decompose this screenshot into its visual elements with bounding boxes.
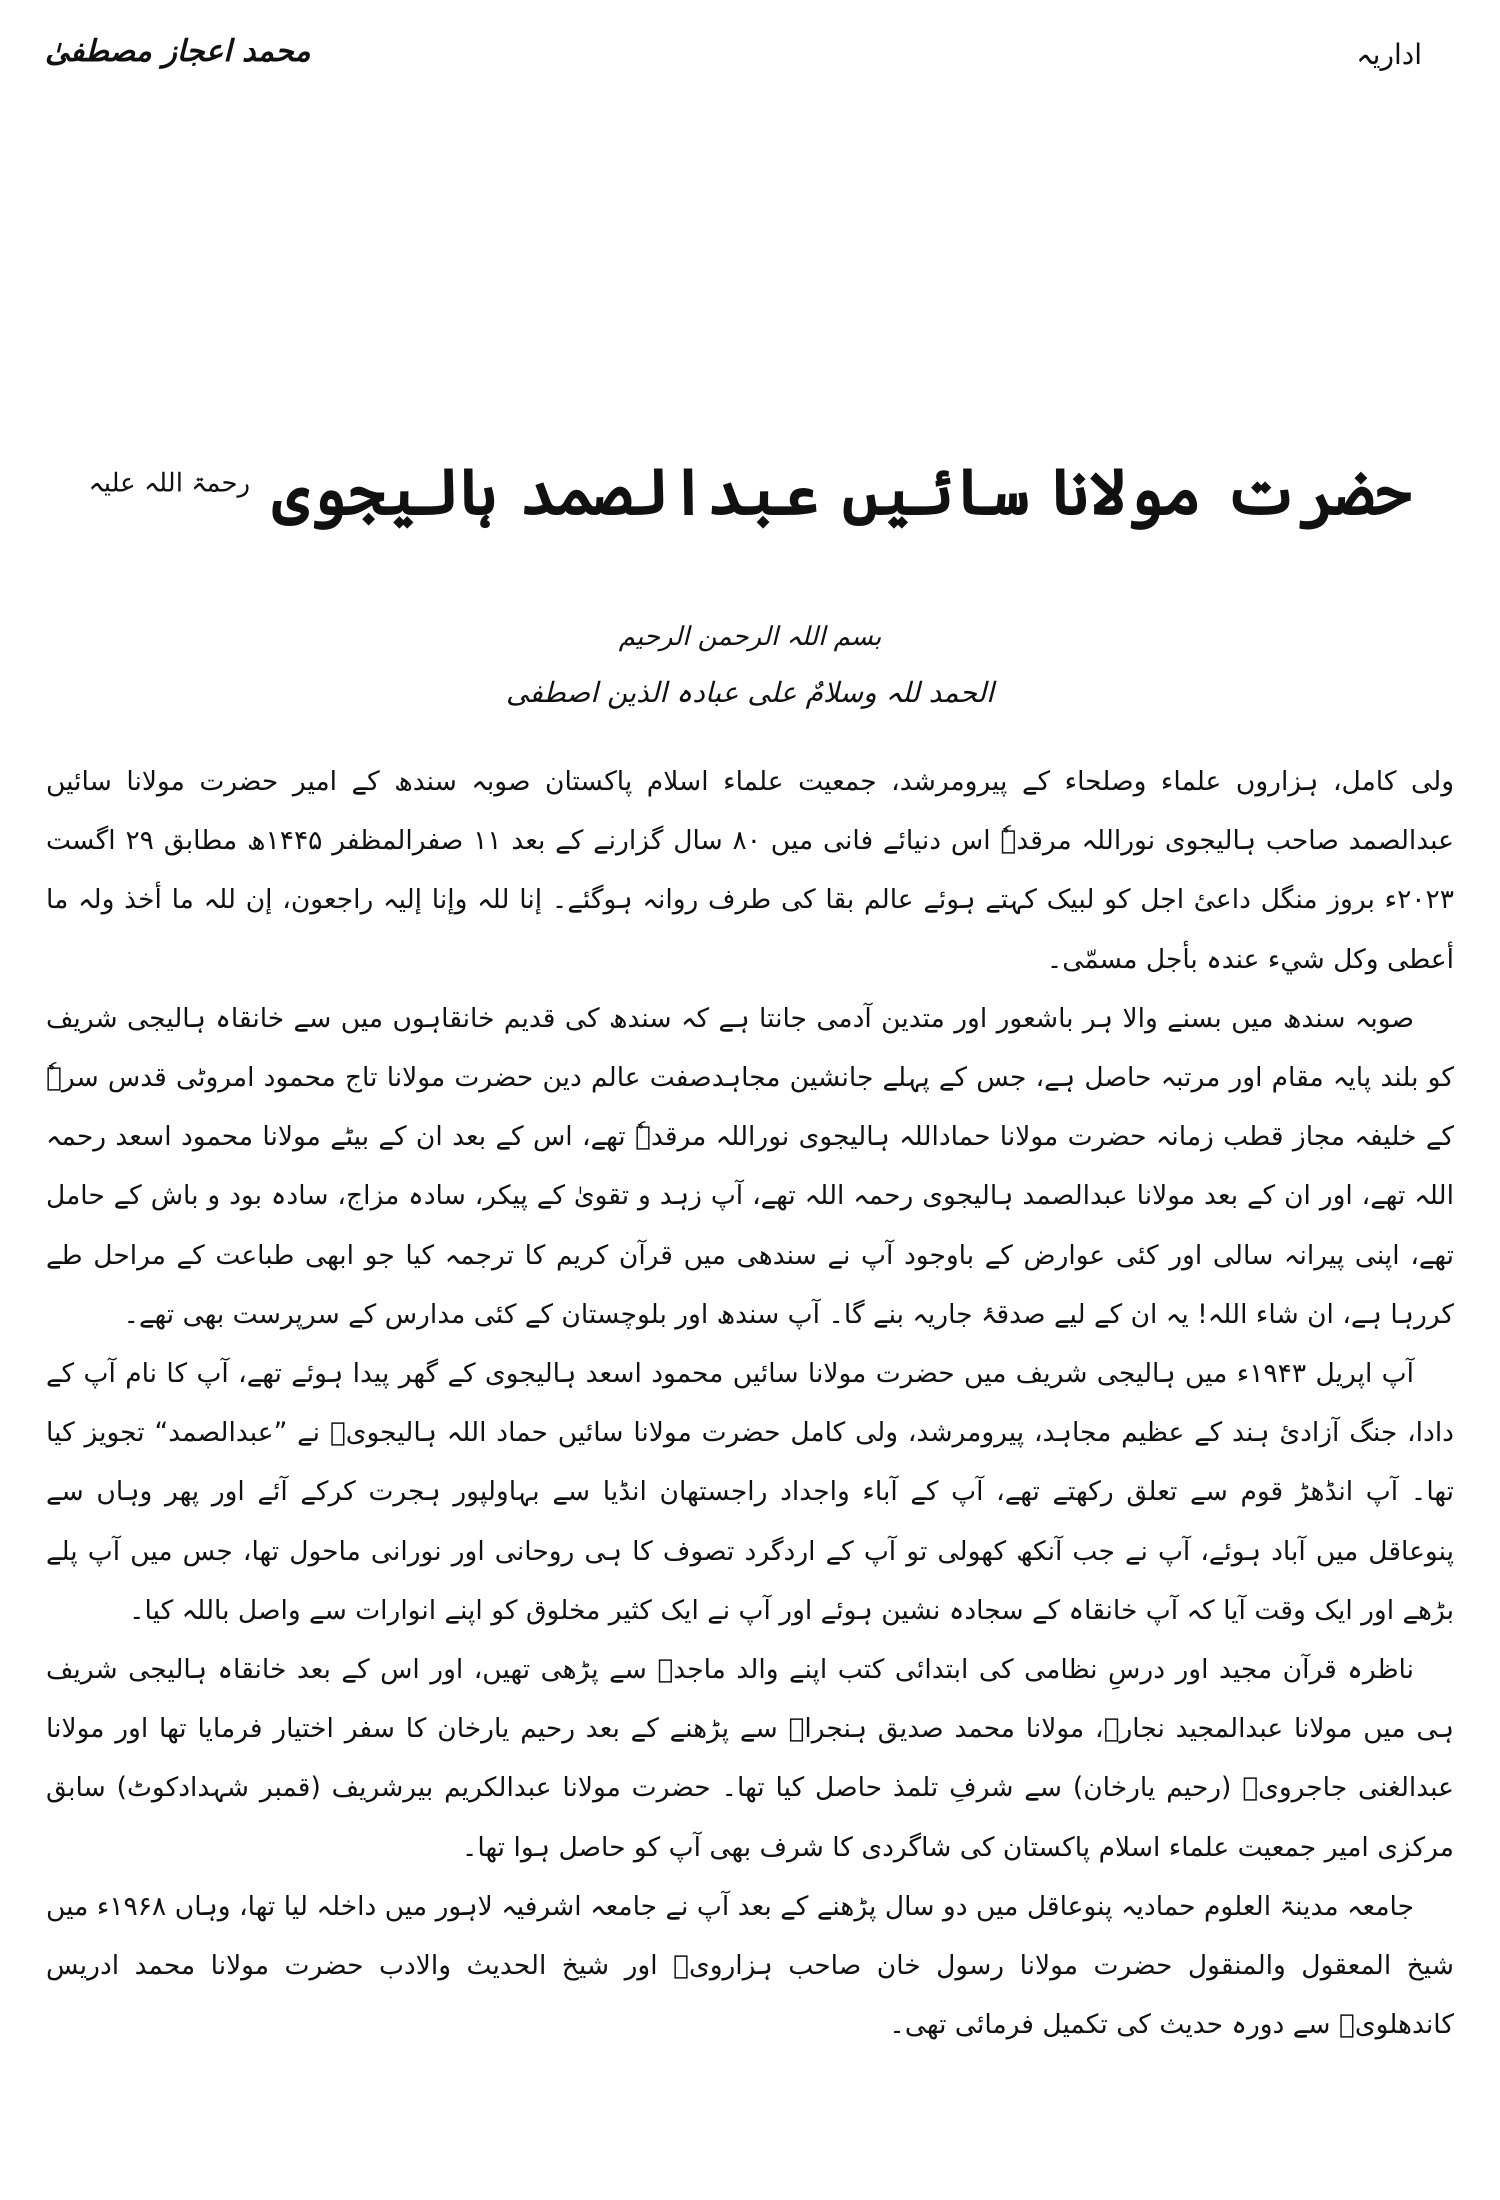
article-title — [0, 455, 1500, 532]
paragraph: صوبہ سندھ میں بسنے والا ہر باشعور اور متدین آدمی جانتا ہے کہ سندھ کی قدیم خانقاہوں میں سے خانقاہ ہالیجی شریف کو بلند پایہ مقام اور مرتبہ حاصل ہے، جس کے پہلے جانشین مجاہدصفت عالم دین حضرت مولانا تاج محمود امروٹی قدس سرہٗ کے خلیفہ مجاز قطب زمانہ حضرت مولانا حماداللہ ہالیجوی نوراللہ مرقدہٗ تھے، اس کے بعد ان کے بیٹے مولانا محمود اسعد رحمہ اللہ تھے، اور ان کے بعد مولانا عبدالصمد ہالیجوی رحمہ اللہ تھے، آپ زہد و تقویٰ کے پیکر، سادہ مزاج، سادہ بود و باش کے حامل تھے، اپنی پیرانہ سالی اور کئی عوارض کے باوجود آپ نے سندھی میں قرآن کریم کا ترجمہ کیا جو ابھی طباعت کے مراحل طے کررہا ہے، ان شاء اللہ! یہ ان کے لیے صدقۂ جاریہ بنے گا۔ آپ سندھ اور بلوچستان کے کئی مدارس کے سرپرست بھی تھے۔ — [46, 1002, 1454, 1330]
section-label: اداریہ — [1356, 38, 1422, 71]
paragraph: ولی کامل، ہزاروں علماء وصلحاء کے پیرومرشد، جمعیت علماء اسلام پاکستان صوبہ سندھ کے امیر حضرت مولانا سائیں عبدالصمد صاحب ہالیجوی نوراللہ مرقدہٗ اس دنیائے فانی میں ۸۰ سال گزارنے کے بعد ۱۱ صفرالمظفر ۱۴۴۵ھ مطابق ۲۹ اگست ۲۰۲۳ء بروز منگل داعیٔ اجل کو لبیک کہتے ہوئے عالم بقا کی طرف روانہ ہوگئے۔ إنا للہ وإنا إلیہ راجعون، إن للہ ما أخذ ولہ ما أعطی وکل شيء عندہ بأجل مسمّی۔ — [46, 766, 1454, 975]
hamd-line: الحمد للہ وسلامٌ علی عبادہ الذین اصطفی — [506, 676, 994, 709]
title-honorific: رحمۃ اللہ علیہ — [88, 468, 251, 499]
paragraph: ناظرہ قرآن مجید اور درسِ نظامی کی ابتدائی کتب اپنے والد ماجدؒ سے پڑھی تھیں، اور اس کے بعد خانقاہ ہالیجی شریف ہی میں مولانا عبدالمجید نجارؒ، مولانا محمد صدیق ہنجراؒ سے پڑھنے کے بعد رحیم یارخان کا سفر اختیار فرمایا تھا اور مولانا عبدالغنی جاجرویؒ (رحیم یارخان) سے شرفِ تلمذ حاصل کیا تھا۔ حضرت مولانا عبدالکریم بیرشریف (قمبر شہدادکوٹ) سابق مرکزی امیر جمعیت علماء اسلام پاکستان کی شاگردی کا شرف بھی آپ کو حاصل ہوا تھا۔ — [46, 1654, 1454, 1863]
article-body — [46, 752, 1454, 2054]
bismillah-line: بسم اللہ الرحمن الرحیم — [618, 622, 882, 652]
title-main: حضرت مولانا سائیں عبدالصمد ہالیجوی — [272, 455, 1412, 530]
paragraph: جامعہ مدینۃ العلوم حمادیہ پنوعاقل میں دو سال پڑھنے کے بعد آپ نے جامعہ اشرفیہ لاہور میں داخلہ لیا تھا، وہاں ۱۹۶۸ء میں شیخ المعقول والمنقول حضرت مولانا رسول خان صاحب ہزارویؒ اور شیخ الحدیث والادب حضرت مولانا محمد ادریس کاندھلویؒ سے دورہ حدیث کی تکمیل فرمائی تھی۔ — [46, 1890, 1454, 2041]
author-name: محمد اعجاز مصطفیٰ — [45, 34, 311, 69]
paragraph: آپ اپریل ۱۹۴۳ء میں ہالیجی شریف میں حضرت مولانا سائیں محمود اسعد ہالیجوی کے گھر پیدا ہوئے تھے، آپ کا نام آپ کے دادا، جنگ آزادیٔ ہند کے عظیم مجاہد، پیرومرشد، ولی کامل حضرت مولانا سائیں حماد اللہ ہالیجویؒ نے ”عبدالصمد“ تجویز کیا تھا۔ آپ انڈھڑ قوم سے تعلق رکھتے تھے، آپ کے آباء واجداد راجستھان انڈیا سے بہاولپور ہجرت کرکے آئے اور پھر وہاں سے پنوعاقل میں آباد ہوئے، آپ نے جب آنکھ کھولی تو آپ کے اردگرد تصوف کا ہی روحانی اور نورانی ماحول تھا، جس میں آپ پلے بڑھے اور ایک وقت آیا کہ آپ خانقاہ کے سجادہ نشین ہوئے اور آپ نے ایک کثیر مخلوق کو اپنے انوارات سے واصل باللہ کیا۔ — [46, 1358, 1454, 1626]
